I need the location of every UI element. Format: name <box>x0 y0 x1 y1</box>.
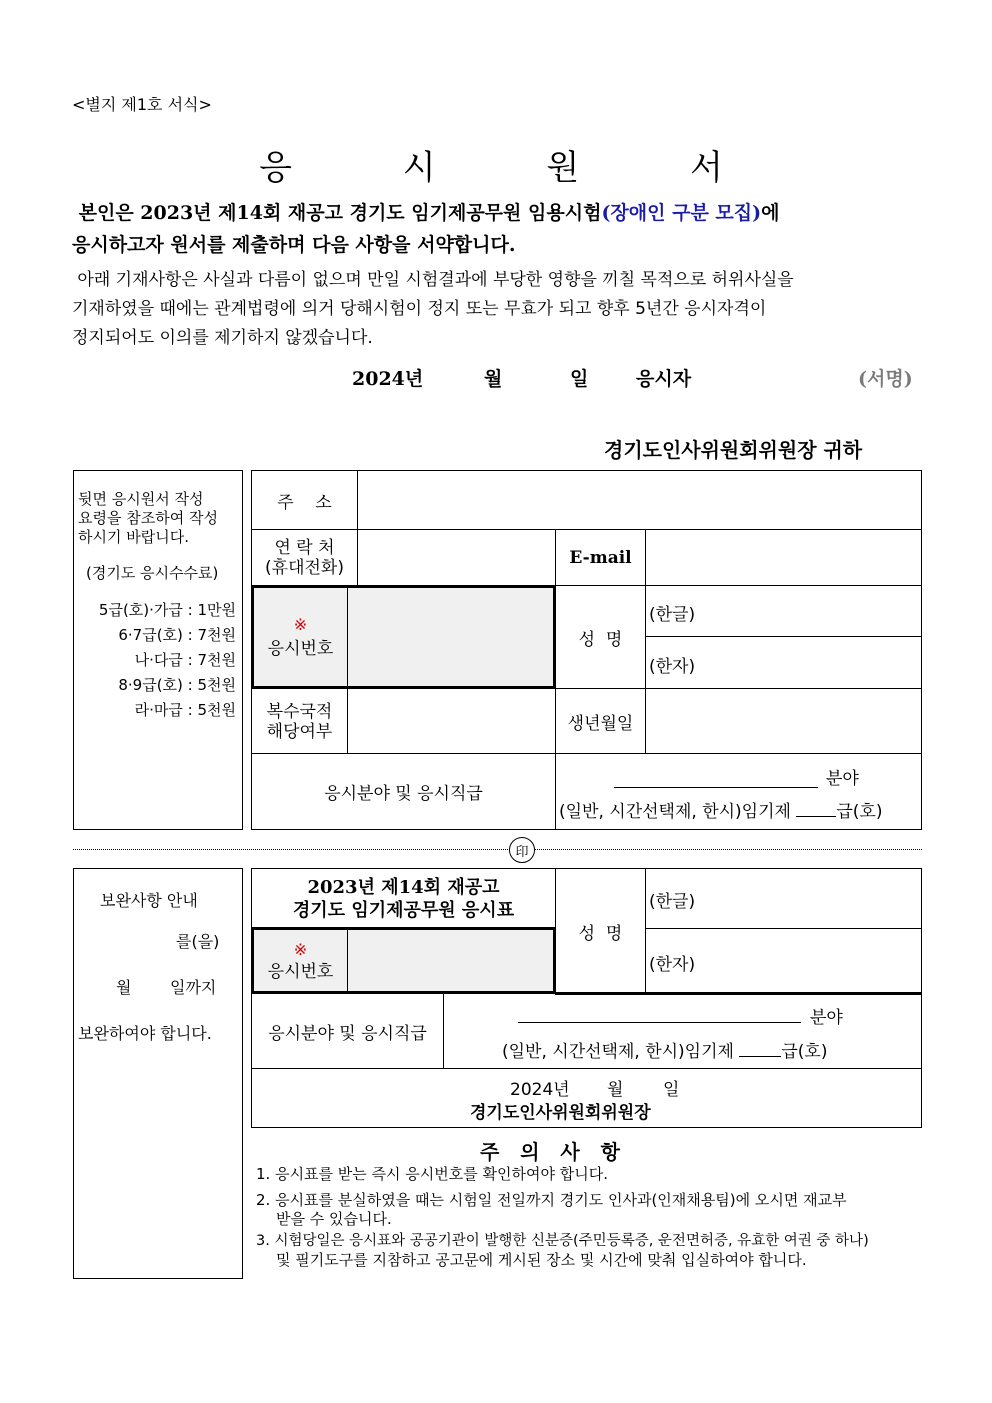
notice-item-1: 1. 응시표를 받는 즉시 응시번호를 확인하여야 합니다. <box>256 1165 608 1183</box>
pledge-body-1 <box>72 265 922 290</box>
date-day: 일 <box>570 368 589 390</box>
ticket-hanja-label: (한자) <box>649 955 696 975</box>
notice-item-2a: 2. 응시표를 분실하였을 때는 시험일 전일까지 경기도 인사과(인재채용팀)에 오시면 재교부 <box>256 1191 847 1209</box>
ticket-hangul-label: (한글) <box>649 892 696 912</box>
pledge-line-1 <box>72 198 922 225</box>
seal-icon <box>509 837 535 863</box>
ticket-exam-number-text: 응시번호 <box>267 961 334 982</box>
ticket-date-month: 월 <box>607 1080 624 1100</box>
notice-title: 주 의 사 항 <box>480 1140 620 1164</box>
signature-field[interactable]: (서명) <box>858 368 913 390</box>
supplement-line-1: 를(을) <box>176 932 220 951</box>
pledge-suffix: 에 <box>761 202 780 224</box>
pledge-body-3: 정지되어도 이의를 제기하지 않겠습니다. <box>72 328 373 348</box>
form-number: <별지 제1호 서식> <box>72 95 212 114</box>
grade-blank[interactable] <box>796 799 836 817</box>
name-hanja-field[interactable] <box>700 638 920 686</box>
ticket-field-label: 응시분야 및 응시직급 <box>268 1024 427 1044</box>
contact-label-2: (휴대전화) <box>265 557 344 578</box>
ticket-title <box>252 871 555 927</box>
exam-number-text: 응시번호 <box>267 639 334 659</box>
row-divider <box>645 928 922 929</box>
pledge-line-2: 응시하고자 원서를 제출하며 다음 사항을 서약합니다. <box>72 234 516 256</box>
multi-nationality-label <box>252 690 347 753</box>
guide-line-2: 요령을 참조하여 작성 <box>78 509 218 527</box>
guide-line-3: 하시기 바랍니다. <box>78 528 189 546</box>
col-divider <box>443 994 444 1068</box>
pledge-bold-text: 본인은 2023년 제14회 재공고 경기도 임기제공무원 임용시험 <box>78 202 602 224</box>
fee-item: 8·9급(호) : 5천원 <box>118 676 236 694</box>
fee-item: 나·다급 : 7천원 <box>134 651 236 669</box>
date-year: 2024년 <box>352 368 424 390</box>
fee-item: 5급(호)·가급 : 1만원 <box>98 601 236 619</box>
fee-item: 6·7급(호) : 7천원 <box>118 626 236 644</box>
ticket-grade-type: (일반, 시간선택제, 한시)임기제 <box>502 1042 734 1062</box>
ticket-grade-line <box>502 1037 827 1062</box>
notice-item-2b: 받을 수 있습니다. <box>276 1210 392 1228</box>
supplement-line-3: 보완하여야 합니다. <box>78 1024 212 1043</box>
fee-list <box>76 598 236 723</box>
pledge-body-1-text: 아래 기재사항은 사실과 다름이 없으며 만일 시험결과에 부당한 영향을 끼칠 목적으로 허위사실을 <box>77 270 794 290</box>
applicant-label: 응시자 <box>636 368 692 390</box>
ticket-field-unit: 분야 <box>810 1008 843 1028</box>
ticket-hanja-field[interactable] <box>700 930 920 990</box>
date-month: 월 <box>484 368 503 390</box>
reference-mark: ※ <box>293 939 308 959</box>
cut-line <box>73 849 922 850</box>
row-divider <box>645 636 922 637</box>
guide-text <box>78 490 218 547</box>
email-field[interactable] <box>646 530 921 585</box>
page-title: 응 시 원 서 <box>259 148 773 188</box>
email-label: E-mail <box>569 547 632 568</box>
pledge-category: (장애인 구분 모집) <box>601 202 762 224</box>
ticket-exam-number-field <box>349 930 552 991</box>
ticket-field-blank[interactable] <box>518 1022 801 1023</box>
fee-item: 라·마급 : 5천원 <box>134 701 236 719</box>
row-divider <box>555 688 922 689</box>
ticket-exam-number-label <box>254 930 347 991</box>
ticket-grade-unit: 급(호) <box>781 1042 828 1062</box>
phone-field[interactable] <box>358 530 555 585</box>
thick-divider <box>555 992 922 995</box>
name-hanja-label: (한자) <box>649 657 696 677</box>
ticket-issuer: 경기도인사위원회위원장 <box>470 1103 651 1123</box>
ticket-date-day: 일 <box>663 1080 680 1100</box>
name-label: 성 명 <box>578 629 623 650</box>
grade-type: (일반, 시간선택제, 한시)임기제 <box>559 802 791 822</box>
ticket-title-1: 2023년 제14회 재공고 <box>307 877 500 898</box>
contact-label-1: 연 락 처 <box>274 537 335 558</box>
name-hangul-field[interactable] <box>700 587 920 635</box>
field-grade-label: 응시분야 및 응시직급 <box>324 784 483 804</box>
col-divider <box>347 587 348 687</box>
multi-nationality-2: 해당여부 <box>266 721 333 742</box>
ticket-date-year: 2024년 <box>510 1080 570 1100</box>
notice-item-3a: 3. 시험당일은 응시표와 공공기관이 발행한 신분증(주민등록증, 운전면허증, 유효한 여권 중 하나) <box>256 1233 869 1249</box>
supplement-title: 보완사항 안내 <box>100 891 198 910</box>
reference-mark: ※ <box>293 615 308 634</box>
exam-number-field <box>349 588 552 686</box>
pledge-body-2: 기재하였을 때에는 관계법령에 의거 당해시험이 정지 또는 무효가 되고 향후 5년간 응시자격이 <box>72 299 767 319</box>
addressee: 경기도인사위원회위원장 귀하 <box>604 438 863 462</box>
birth-field[interactable] <box>646 690 921 753</box>
ticket-title-2: 경기도 임기제공무원 응시표 <box>292 900 515 921</box>
ticket-grade-blank[interactable] <box>739 1039 781 1057</box>
notice-item-3b: 및 필기도구를 지참하고 공고문에 게시된 장소 및 시간에 맞춰 입실하여야 합니다. <box>276 1251 807 1269</box>
ticket-name-label: 성 명 <box>578 923 623 944</box>
name-hangul-label: (한글) <box>649 605 696 625</box>
supplement-month: 월 <box>116 978 132 997</box>
address-label: 주 소 <box>277 492 332 513</box>
col-divider <box>645 868 646 994</box>
field-unit: 분야 <box>826 769 859 789</box>
field-blank-line[interactable] <box>614 787 818 788</box>
exam-number-label <box>254 588 347 686</box>
grade-line <box>559 797 882 822</box>
row-divider <box>251 1068 922 1069</box>
birth-label: 생년월일 <box>567 714 634 734</box>
col-divider <box>347 929 348 992</box>
address-field[interactable] <box>358 471 921 529</box>
contact-label <box>252 530 357 585</box>
ticket-hangul-field[interactable] <box>700 870 920 927</box>
seal-text: 印 <box>515 844 529 860</box>
fee-title: (경기도 응시수수료) <box>86 564 219 582</box>
guide-line-1: 뒷면 응시원서 작성 <box>78 490 204 508</box>
grade-unit: 급(호) <box>836 802 883 822</box>
multi-nationality-field[interactable] <box>348 690 554 753</box>
supplement-day: 일까지 <box>170 978 217 997</box>
multi-nationality-1: 복수국적 <box>266 701 333 722</box>
